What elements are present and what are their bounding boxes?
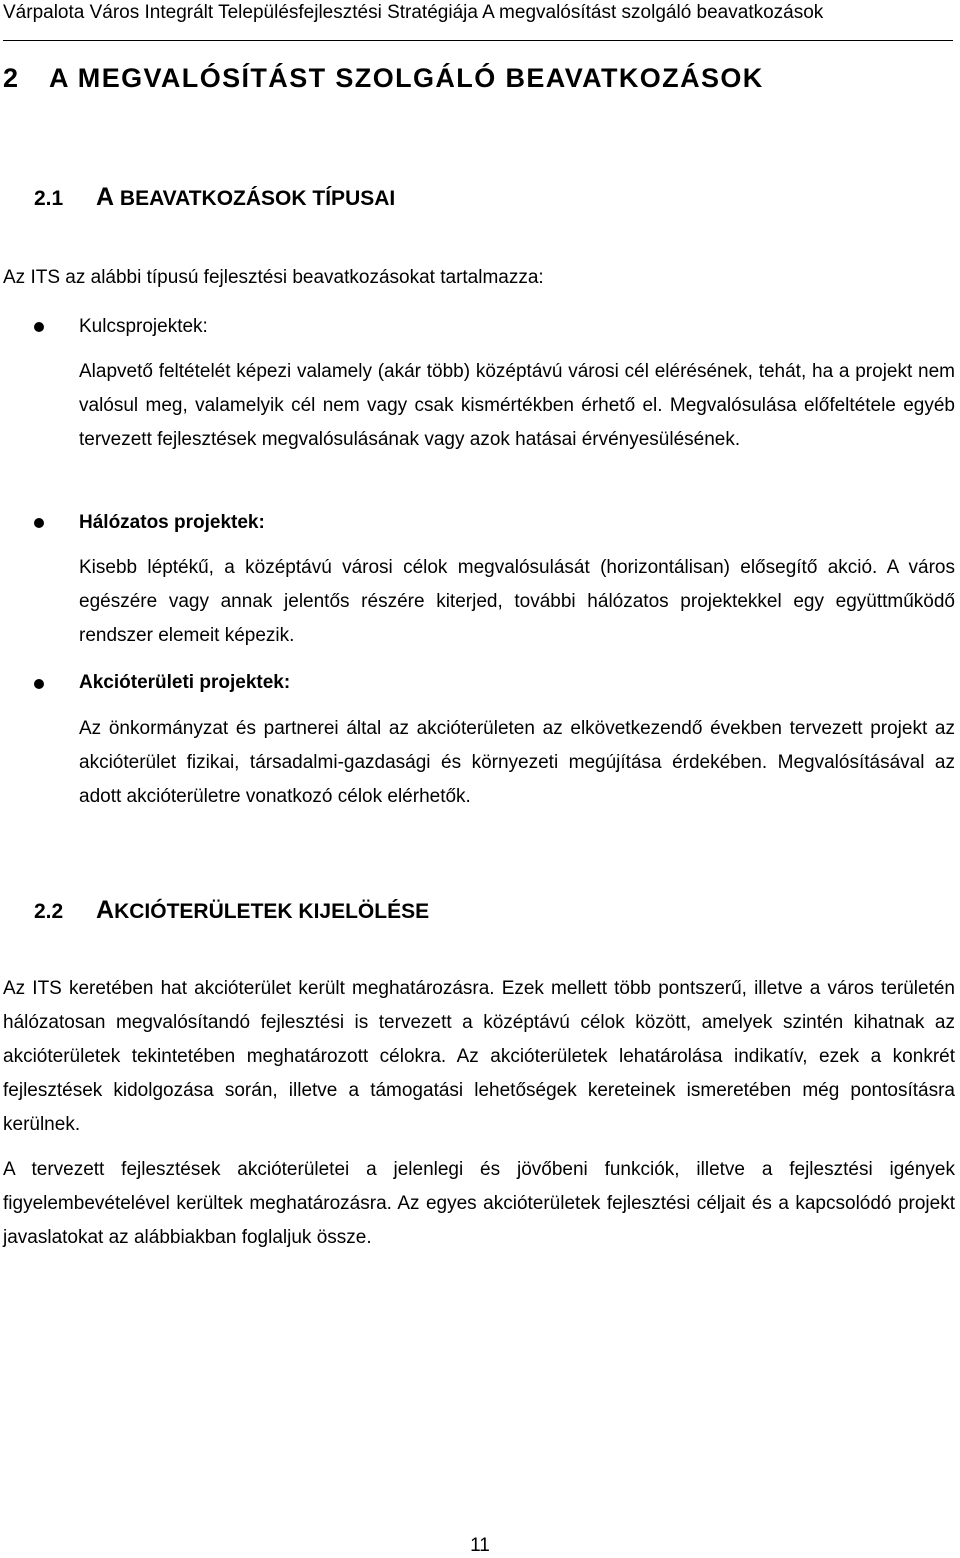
body-paragraph: Az ITS keretében hat akcióterület került meghatározásra. Ezek mellett több pontszerű, illetve a város területén hálózatosan megvalósítandó fejlesztési is tervezett a középtávú célok között, amelyek szintén kihatnak az akcióterületek tekintetében meghatározott célokra. Az akcióterületek lehatárolása indikatív, ezek a konkrét fejlesztések kidolgozása során, illetve a támogatási lehetőségek kereteinek ismeretében még pontosításra kerülnek. [3, 978, 955, 1135]
bullet-icon [34, 518, 44, 528]
section-heading-2-2 [34, 896, 429, 926]
bullet-label-kulcsprojektek: Kulcsprojektek: [79, 316, 208, 337]
section-title: BEAVATKOZÁSOK TÍPUSAI [114, 187, 396, 210]
section-number: 2.2 [34, 900, 64, 923]
chapter-heading [3, 60, 764, 96]
section-intro: Az ITS az alábbi típusú fejlesztési beavatkozásokat tartalmazza: [3, 267, 544, 288]
chapter-title: A MEGVALÓSÍTÁST SZOLGÁLÓ BEAVATKOZÁSOK [49, 63, 764, 93]
running-header [3, 0, 953, 41]
section-title-initial: A [96, 896, 115, 924]
bullet-label-akcioteruleti: Akcióterületi projektek: [79, 672, 291, 693]
section-heading-2-1 [34, 183, 395, 213]
page-number: 11 [470, 1535, 490, 1556]
body-paragraph: A tervezett fejlesztések akcióterületei a jelenlegi és jövőbeni funkciók, illetve a fejlesztési igények figyelembevételével kerültek meghatározásra. Az egyes akcióterületek fejlesztési céljait és a kapcsolódó projekt javaslatokat az alábbiakban foglaljuk össze. [3, 1159, 955, 1248]
bullet-description-akcioteruleti: Az önkormányzat és partnerei által az akcióterületen az elkövetkezendő években tervezett projekt az akcióterület fizikai, társadalmi-gazdasági és környezeti megújítása érdekében. Megvalósításával az adott akcióterületre vonatkozó célok elérhetők. [79, 718, 955, 807]
chapter-number: 2 [3, 63, 20, 93]
bullet-description-kulcsprojektek: Alapvető feltételét képezi valamely (akár több) középtávú városi cél elérésének, tehát, ha a projekt nem valósul meg, valamelyik cél nem vagy csak kismértékben érhető el. Megvalósulása előfeltétele egyéb tervezett fejlesztések megvalósulásának vagy azok hatásai érvényesülésének. [79, 361, 955, 450]
running-header-title: Várpalota Város Integrált Településfejlesztési Stratégiája A megvalósítást szolgáló beavatkozások [3, 2, 824, 23]
section-title-initial: A [96, 183, 115, 211]
bullet-label-halozatos: Hálózatos projektek: [79, 512, 265, 533]
bullet-icon [34, 322, 44, 332]
bullet-description-halozatos: Kisebb léptékű, a középtávú városi célok megvalósulását (horizontálisan) elősegítő akció. A város egészére vagy annak jelentős részére kiterjed, további hálózatos projektekkel egy együttműködő rendszer elemeit képezik. [79, 557, 955, 646]
bullet-icon [34, 679, 44, 689]
section-title: KCIÓTERÜLETEK KIJELÖLÉSE [114, 900, 430, 923]
section-number: 2.1 [34, 187, 64, 210]
